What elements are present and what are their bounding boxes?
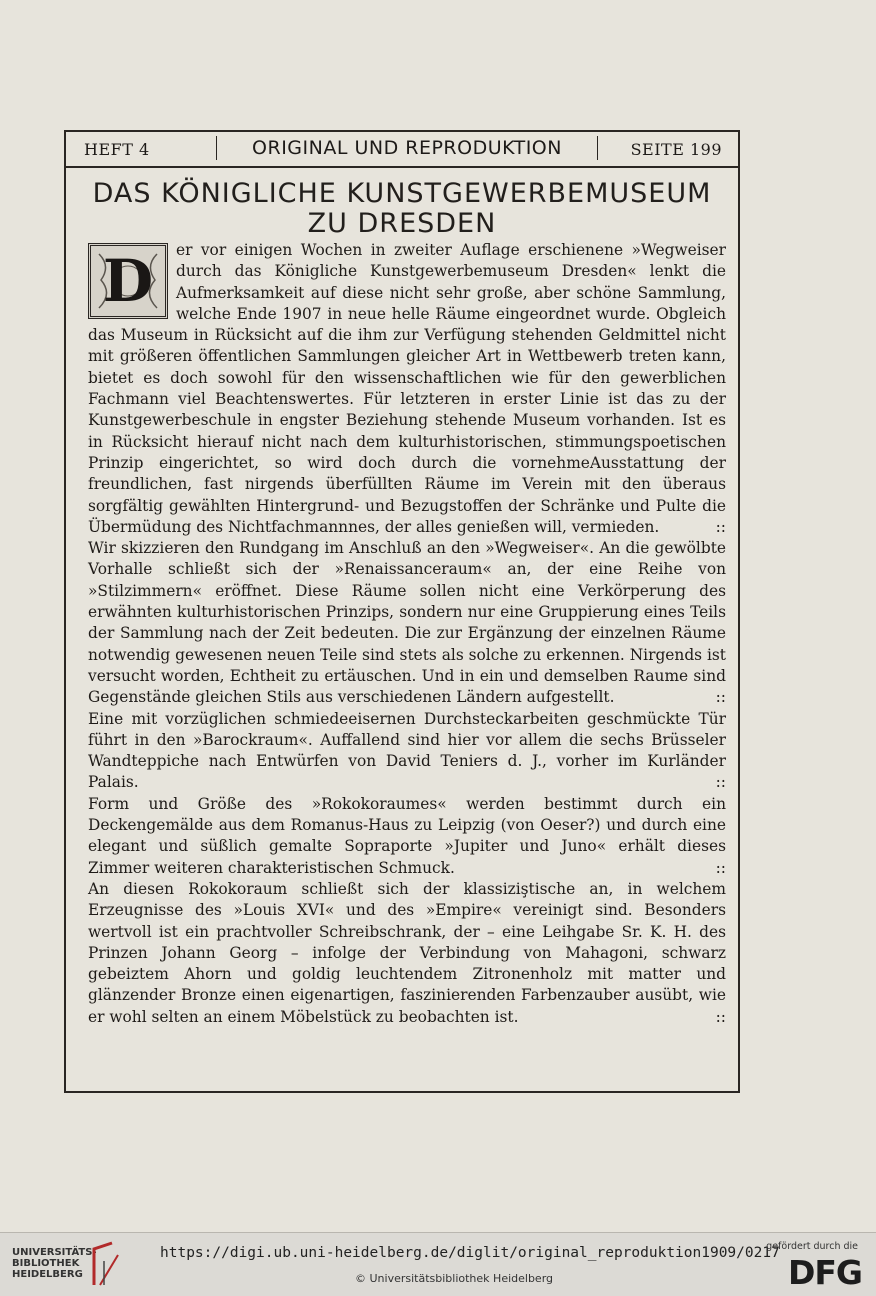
library-name-line: UNIVERSITÄTS- [12, 1247, 97, 1258]
paragraph-text: er vor einigen Wochen in zweiter Auflage erschienene »Wegweiser durch das Königliche Kunstgewerbemuseum Dresden« lenkt die Aufmerksamkeit auf diese nicht sehr große, aber schöne Sammlung, welche Ende 1907 in neue helle Räume eingeordnet wurde. Obgleich das Museum in Rücksicht auf die ihm zur Verfügung stehenden Geldmittel nicht mit größeren öffentlichen Sammlungen gleicher Art in Wettbewerb treten kann, bietet es doch sowohl für den wissenschaftlichen wie für den gewerblichen Fachmann viel Beachtenswertes. Für letzteren in erster Linie ist das zu der Kunstgewerbeschule in engster Beziehung stehende Museum vorhanden. Ist es in Rücksicht hierauf nicht nach dem kulturhistorischen, stimmungspoetischen Prinzip eingerichtet, so wird doch durch die vornehmeAusstattung der freundlichen, fast nirgends überfüllten Räume im Verein mit den überaus sorgfältig gewählten Hintergrund- und Bezugstoffen der Schränke und Pulte die Übermüdung des Nichtfachmannnes, der alles genießen will, vermieden. [88, 241, 726, 536]
paragraph-text: Eine mit vorzüglichen schmiedeeisernen Durchsteckarbeiten geschmückte Tür führt in den »Barockraum«. Auffallend sind hier vor allem die sechs Brüsseler Wandteppiche nach Entwürfen von David Teniers d. J., vorher im Kurländer Palais. [88, 709, 726, 792]
paragraph-4 [88, 794, 726, 879]
paragraph-5 [88, 879, 726, 1028]
journal-title: ORIGINAL UND REPRODUKTION [216, 136, 598, 160]
paragraph-end-mark: :: [715, 517, 726, 536]
viewer-footer [0, 1232, 876, 1296]
paragraph-text: Form und Größe des »Rokokoraumes« werden bestimmt durch ein Deckengemälde aus dem Romanus-Haus zu Leipzig (von Oeser?) und durch eine elegant und süßlich gemalte Sopraporte »Jupiter und Juno« erhält dieses Zimmer weiteren charakteristischen Schmuck. [88, 794, 726, 877]
paragraph-2 [88, 538, 726, 708]
title-line-2: ZU DRESDEN [307, 208, 497, 239]
page-frame [64, 130, 740, 1093]
library-mark-icon [90, 1241, 122, 1287]
page-number: SEITE 199 [630, 140, 722, 159]
issue-number: HEFT 4 [84, 140, 150, 159]
library-name-line: HEIDELBERG [12, 1269, 83, 1280]
paragraph-3 [88, 709, 726, 794]
paragraph-1 [88, 240, 726, 538]
ornamental-initial [88, 243, 168, 319]
article-title [66, 179, 738, 239]
funding-label: gefördert durch die [766, 1241, 858, 1252]
running-header [66, 132, 738, 168]
paragraph-text: An diesen Rokokoraum schließt sich der klassiziştische an, in welchem Erzeugnisse des »Louis XVI« und des »Empire« vereinigt sind. Besonders wertvoll ist ein prachtvoller Schreibschrank, der – eine Leihgabe Sr. K. H. des Prinzen Johann Georg – infolge der Verbindung von Mahagoni, schwarz gebeiztem Ahorn und goldig leuchtendem Zitronenholz mit matter und glänzender Bronze einen eigenartigen, faszinierenden Farbenzauber ausübt, wie er wohl selten an einem Möbelstück zu beobachten ist. [88, 879, 726, 1026]
copyright-notice: © Universitätsbibliothek Heidelberg [355, 1272, 554, 1285]
title-line-1: DAS KÖNIGLICHE KUNSTGEWERBEMUSEUM [92, 178, 712, 209]
article-body [88, 240, 726, 1028]
initial-letter: D [102, 247, 154, 315]
permalink-url[interactable]: https://digi.ub.uni-heidelberg.de/diglit/original_reproduktion1909/0217 [160, 1245, 780, 1261]
library-logo[interactable] [12, 1247, 97, 1280]
paragraph-text: Wir skizzieren den Rundgang im Anschluß an den »Wegweiser«. An die gewölbte Vorhalle schließt sich der »Renaissanceraum« an, der eine Reihe von »Stilzimmern« eröffnet. Diese Räume sollen nicht eine Verkörperung des erwähnten kulturhistorischen Prinzips, sondern nur eine Gruppierung eines Teils der Sammlung nach der Zeit bedeuten. Die zur Ergänzung der einzelnen Räume notwendig gewesenen neuen Teile sind stets als solche zu erkennen. Nirgends ist versucht worden, Echtheit zu ertäuschen. Und in ein und demselben Raume sind Gegenstände gleichen Stils aus verschiedenen Ländern aufgestellt. [88, 539, 726, 707]
paragraph-end-mark: :: [715, 1007, 726, 1026]
paragraph-end-mark: :: [715, 773, 726, 792]
library-name-line: BIBLIOTHEK [12, 1258, 80, 1269]
paragraph-end-mark: :: [715, 858, 726, 877]
paragraph-end-mark: :: [715, 688, 726, 707]
dfg-logo[interactable]: DFG [787, 1253, 862, 1292]
